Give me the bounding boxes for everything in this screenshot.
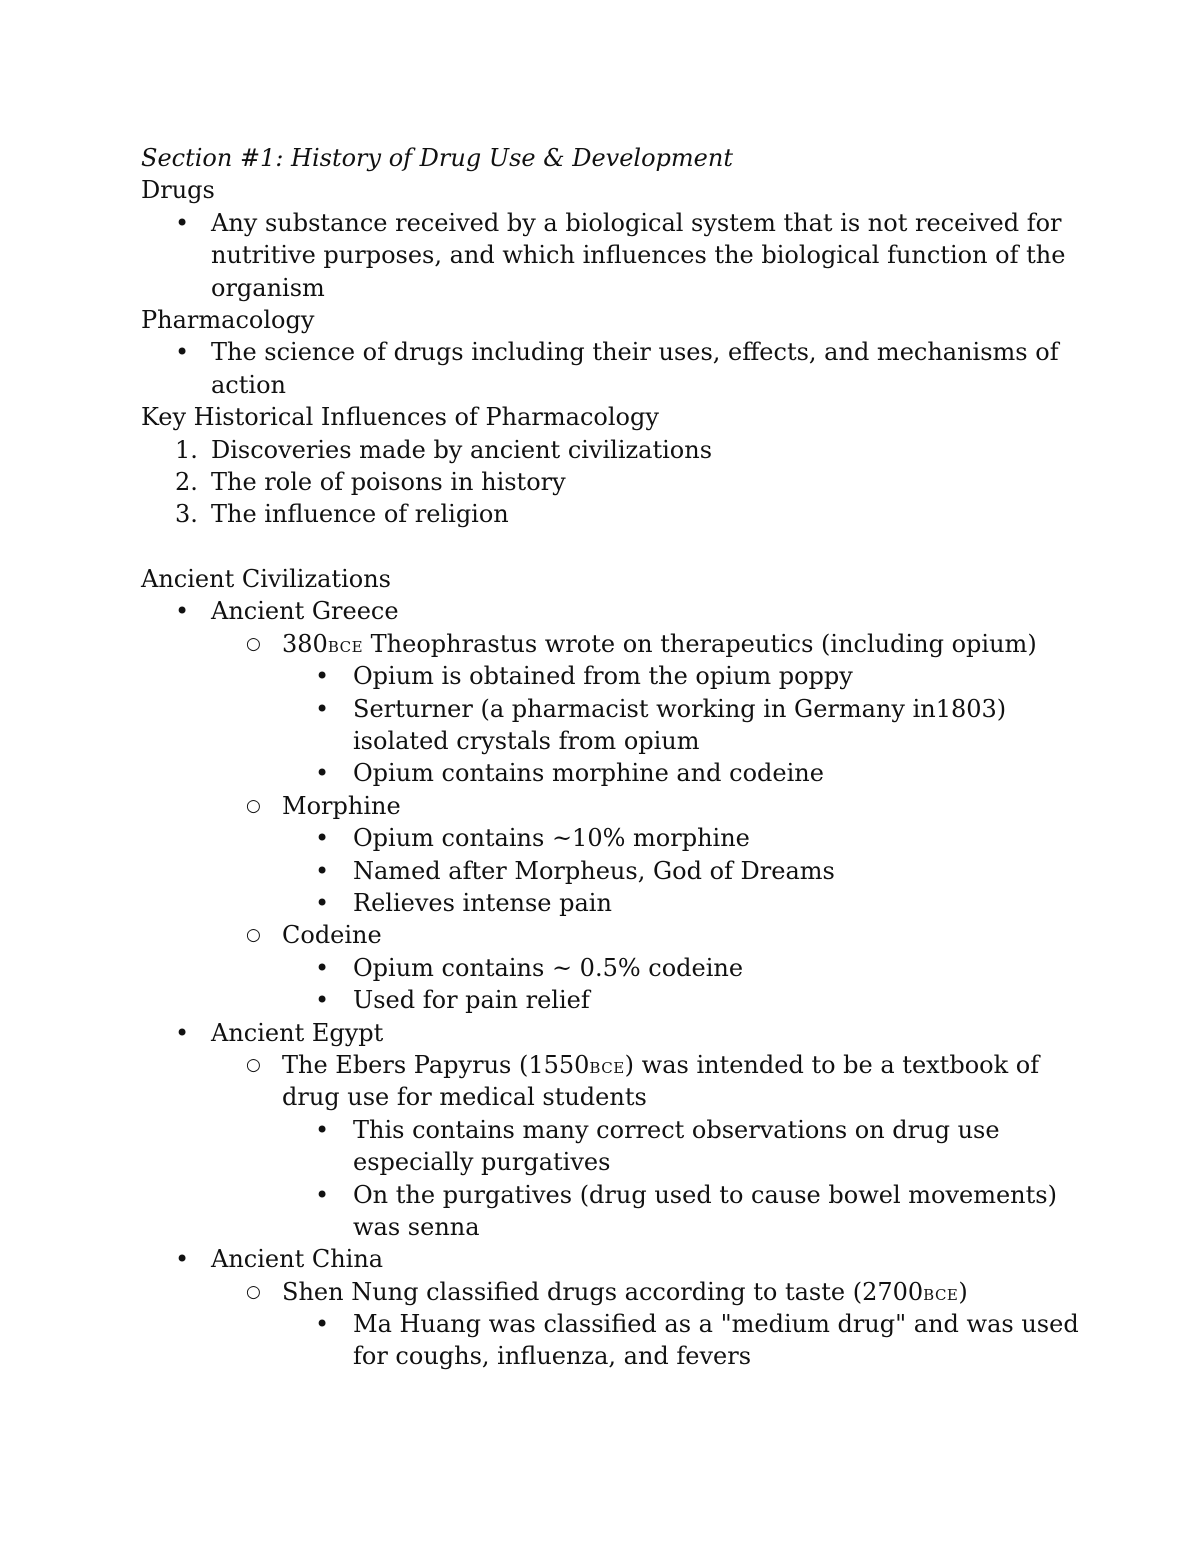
list-item — [141, 757, 1061, 789]
era-label: BCE — [589, 1058, 625, 1077]
notes-body — [141, 142, 1079, 1373]
list-item-greece — [141, 595, 1061, 627]
bullet-disc-icon: • — [315, 953, 330, 982]
morphine-point-3: Relieves intense pain — [353, 888, 612, 917]
bullet-disc-icon: • — [175, 597, 190, 626]
codeine-label: Codeine — [282, 921, 382, 950]
list-item-codeine — [141, 919, 1061, 951]
egypt-point-2-line-1: On the purgatives (drug used to cause bowel movements) — [353, 1180, 1057, 1209]
ma-huang-line-1: Ma Huang was classified as a "medium drug" and was used — [353, 1310, 1079, 1339]
heading-pharmacology: Pharmacology — [141, 305, 315, 334]
list-item-china — [141, 1243, 1061, 1275]
opium-point-2-line-2: isolated crystals from opium — [353, 727, 700, 756]
numbered-item — [141, 498, 1061, 530]
theophrastus-rest: Theophrastus wrote on therapeutics (including opium) — [363, 629, 1037, 658]
list-item-egypt — [141, 1017, 1061, 1049]
list-item — [141, 887, 1061, 919]
item-number: 3. — [175, 500, 198, 529]
heading-key-influences: Key Historical Influences of Pharmacology — [141, 403, 659, 432]
list-item-continuation — [141, 369, 1061, 401]
egypt-point-2-line-2: was senna — [353, 1212, 480, 1241]
bullet-disc-icon: • — [315, 1180, 330, 1209]
list-item — [141, 1276, 1061, 1308]
list-item — [141, 984, 1061, 1016]
ma-huang-line-2: for coughs, influenza, and fevers — [353, 1342, 752, 1371]
ebers-text — [282, 1049, 1039, 1084]
numbered-item — [141, 434, 1061, 466]
list-item — [141, 1114, 1061, 1146]
list-item-continuation — [141, 1146, 1061, 1178]
list-item — [141, 336, 1061, 368]
theophrastus-text — [282, 628, 1037, 663]
opium-point-2-line-1: Serturner (a pharmacist working in Germany in1803) — [353, 694, 1007, 723]
bullet-disc-icon: • — [315, 856, 330, 885]
ebers-line-2: drug use for medical students — [282, 1083, 647, 1112]
greece-label: Ancient Greece — [211, 597, 399, 626]
list-item — [141, 660, 1061, 692]
list-item-continuation — [141, 1081, 1061, 1113]
list-item — [141, 855, 1061, 887]
bullet-disc-icon: • — [315, 662, 330, 691]
bullet-disc-icon: • — [315, 888, 330, 917]
bullet-disc-icon: • — [175, 208, 190, 237]
list-item — [141, 693, 1061, 725]
list-item-continuation — [141, 239, 1066, 271]
list-item-continuation — [141, 272, 1061, 304]
list-item-continuation — [141, 1211, 1061, 1243]
list-item — [141, 628, 1061, 660]
list-item-continuation — [141, 725, 1061, 757]
pharmacology-definition-line-1: The science of drugs including their uses, effects, and mechanisms of — [211, 338, 1059, 367]
codeine-point-1: Opium contains ~ 0.5% codeine — [353, 953, 744, 982]
bullet-circle-icon: ○ — [246, 1054, 261, 1075]
heading-drugs: Drugs — [141, 176, 215, 205]
section-title: Section #1: History of Drug Use & Development — [141, 144, 733, 172]
bullet-disc-icon: • — [175, 1245, 190, 1274]
list-item-continuation — [141, 1340, 1061, 1372]
bullet-circle-icon: ○ — [246, 795, 261, 816]
list-item-morphine — [141, 790, 1061, 822]
egypt-label: Ancient Egypt — [211, 1018, 384, 1047]
egypt-point-1-line-1: This contains many correct observations on drug use — [353, 1115, 1000, 1144]
ebers-post: ) was intended to be a textbook of — [624, 1050, 1040, 1079]
morphine-point-2: Named after Morpheus, God of Dreams — [353, 856, 835, 885]
blank-line — [141, 531, 1061, 563]
bullet-disc-icon: • — [315, 694, 330, 723]
era-label: BCE — [923, 1285, 959, 1304]
bullet-disc-icon: • — [175, 338, 190, 367]
drugs-definition-line-2: nutritive purposes, and which influences the biological function of the — [211, 241, 1066, 270]
ebers-pre: The Ebers Papyrus (1550 — [282, 1050, 590, 1079]
list-item — [141, 1308, 1079, 1340]
list-item — [141, 1049, 1061, 1081]
shen-nung-text — [282, 1276, 968, 1311]
list-item — [141, 822, 1061, 854]
bullet-circle-icon: ○ — [246, 925, 261, 946]
bullet-disc-icon: • — [315, 759, 330, 788]
item-number: 2. — [175, 467, 198, 496]
list-item — [141, 952, 1061, 984]
bullet-disc-icon: • — [175, 1018, 190, 1047]
item-text: Discoveries made by ancient civilizations — [211, 435, 713, 464]
opium-point-3: Opium contains morphine and codeine — [353, 759, 824, 788]
list-item — [141, 207, 1061, 239]
china-label: Ancient China — [211, 1245, 384, 1274]
shen-post: ) — [958, 1277, 968, 1306]
bullet-circle-icon: ○ — [246, 1281, 261, 1302]
bullet-disc-icon: • — [315, 986, 330, 1015]
era-label: BCE — [327, 637, 364, 656]
pharmacology-definition-line-2: action — [211, 370, 286, 399]
opium-point-1: Opium is obtained from the opium poppy — [353, 662, 853, 691]
list-item — [141, 1179, 1061, 1211]
item-text: The influence of religion — [211, 500, 509, 529]
morphine-label: Morphine — [282, 791, 401, 820]
item-text: The role of poisons in history — [211, 467, 566, 496]
bullet-disc-icon: • — [315, 1310, 330, 1339]
morphine-point-1: Opium contains ~10% morphine — [353, 824, 750, 853]
bullet-disc-icon: • — [315, 824, 330, 853]
drugs-definition-line-1: Any substance received by a biological system that is not received for — [211, 208, 1062, 237]
bullet-circle-icon: ○ — [246, 633, 261, 654]
codeine-point-2: Used for pain relief — [353, 986, 590, 1015]
heading-ancient-civilizations: Ancient Civilizations — [141, 565, 391, 594]
numbered-item — [141, 466, 1061, 498]
item-number: 1. — [175, 435, 198, 464]
shen-pre: Shen Nung classified drugs according to taste (2700 — [282, 1277, 924, 1306]
egypt-point-1-line-2: especially purgatives — [353, 1148, 611, 1177]
bullet-disc-icon: • — [315, 1115, 330, 1144]
year: 380 — [282, 629, 328, 658]
drugs-definition-line-3: organism — [211, 273, 325, 302]
